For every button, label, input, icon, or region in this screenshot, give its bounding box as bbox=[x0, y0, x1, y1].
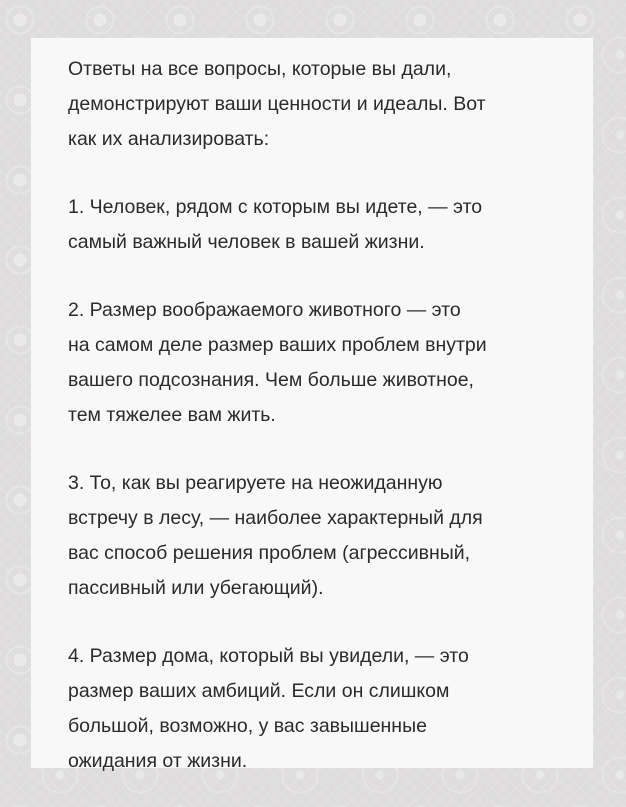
point-3-paragraph: 3. То, как вы реагируете на неожиданную встречу в лесу, — наиболее характерный для вас способ решения проблем (агрессивный, пассивный или убегающий). bbox=[68, 472, 483, 599]
point-2-paragraph: 2. Размер воображаемого животного — это на самом деле размер ваших проблем внутри вашего подсознания. Чем больше животное, тем тяжелее вам жить. bbox=[68, 299, 487, 426]
point-4-paragraph: 4. Размер дома, который вы увидели, — это размер ваших амбиций. Если он слишком большой, возможно, у вас завышенные ожидания от жизни. bbox=[68, 645, 469, 772]
text-card bbox=[31, 38, 593, 772]
point-1-paragraph: 1. Человек, рядом с которым вы идете, — это самый важный человек в вашей жизни. bbox=[68, 196, 483, 253]
intro-paragraph: Ответы на все вопросы, которые вы дали, демонстрируют ваши ценности и идеалы. Вот как их анализировать: bbox=[68, 58, 486, 150]
